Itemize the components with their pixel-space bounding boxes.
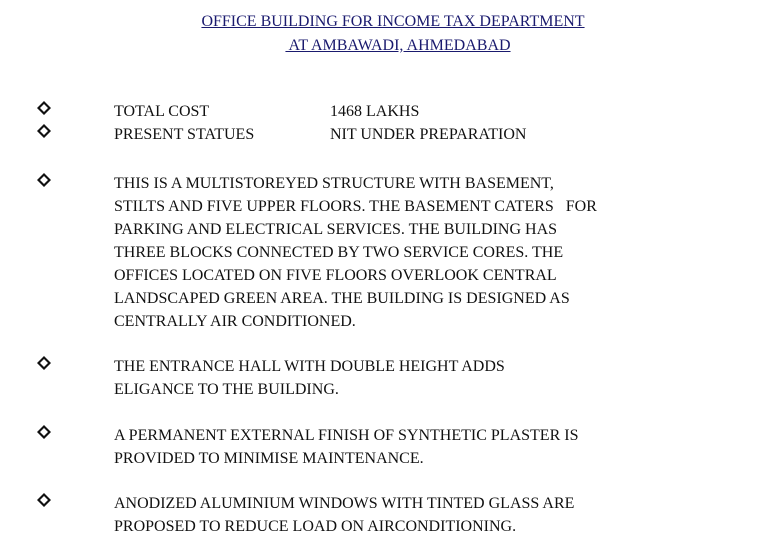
paragraph-line: OFFICES LOCATED ON FIVE FLOORS OVERLOOK CENTRAL bbox=[114, 267, 557, 284]
paragraph-line: CENTRALLY AIR CONDITIONED. bbox=[114, 313, 356, 330]
paragraph-line: PROVIDED TO MINIMISE MAINTENANCE. bbox=[114, 450, 424, 467]
diamond-bullet-icon bbox=[37, 124, 51, 138]
paragraph-line: THE ENTRANCE HALL WITH DOUBLE HEIGHT ADDS bbox=[114, 358, 505, 375]
total-cost-value: 1468 LAKHS bbox=[330, 103, 420, 120]
page-title-line-2: AT AMBAWADI, AHMEDABAD bbox=[285, 37, 511, 54]
diamond-bullet-icon bbox=[37, 356, 51, 370]
diamond-bullet-icon bbox=[37, 173, 51, 187]
paragraph-line: STILTS AND FIVE UPPER FLOORS. THE BASEMENT CATERS FOR bbox=[114, 198, 597, 215]
diamond-bullet-icon bbox=[37, 101, 51, 115]
paragraph-line: PARKING AND ELECTRICAL SERVICES. THE BUILDING HAS bbox=[114, 221, 558, 238]
paragraph-line: LANDSCAPED GREEN AREA. THE BUILDING IS DESIGNED AS bbox=[114, 290, 570, 307]
paragraph-line: ELIGANCE TO THE BUILDING. bbox=[114, 381, 339, 398]
paragraph-entrance-hall bbox=[114, 355, 505, 401]
page-title-line-1: OFFICE BUILDING FOR INCOME TAX DEPARTMENT bbox=[201, 13, 585, 30]
diamond-bullet-icon bbox=[37, 493, 51, 507]
paragraph-line: PROPOSED TO REDUCE LOAD ON AIRCONDITIONING. bbox=[114, 518, 517, 535]
paragraph-line: ANODIZED ALUMINIUM WINDOWS WITH TINTED GLASS ARE bbox=[114, 495, 575, 512]
paragraph-line: THREE BLOCKS CONNECTED BY TWO SERVICE CORES. THE bbox=[114, 244, 564, 261]
paragraph-line: THIS IS A MULTISTOREYED STRUCTURE WITH BASEMENT, bbox=[114, 175, 554, 192]
paragraph-structure bbox=[114, 172, 597, 333]
paragraph-windows bbox=[114, 492, 574, 538]
diamond-bullet-icon bbox=[37, 425, 51, 439]
present-status-value: NIT UNDER PREPARATION bbox=[330, 126, 527, 143]
present-status-label: PRESENT STATUES bbox=[114, 126, 255, 143]
paragraph-line: A PERMANENT EXTERNAL FINISH OF SYNTHETIC PLASTER IS bbox=[114, 427, 579, 444]
paragraph-external-finish bbox=[114, 424, 578, 470]
total-cost-label: TOTAL COST bbox=[114, 103, 210, 120]
